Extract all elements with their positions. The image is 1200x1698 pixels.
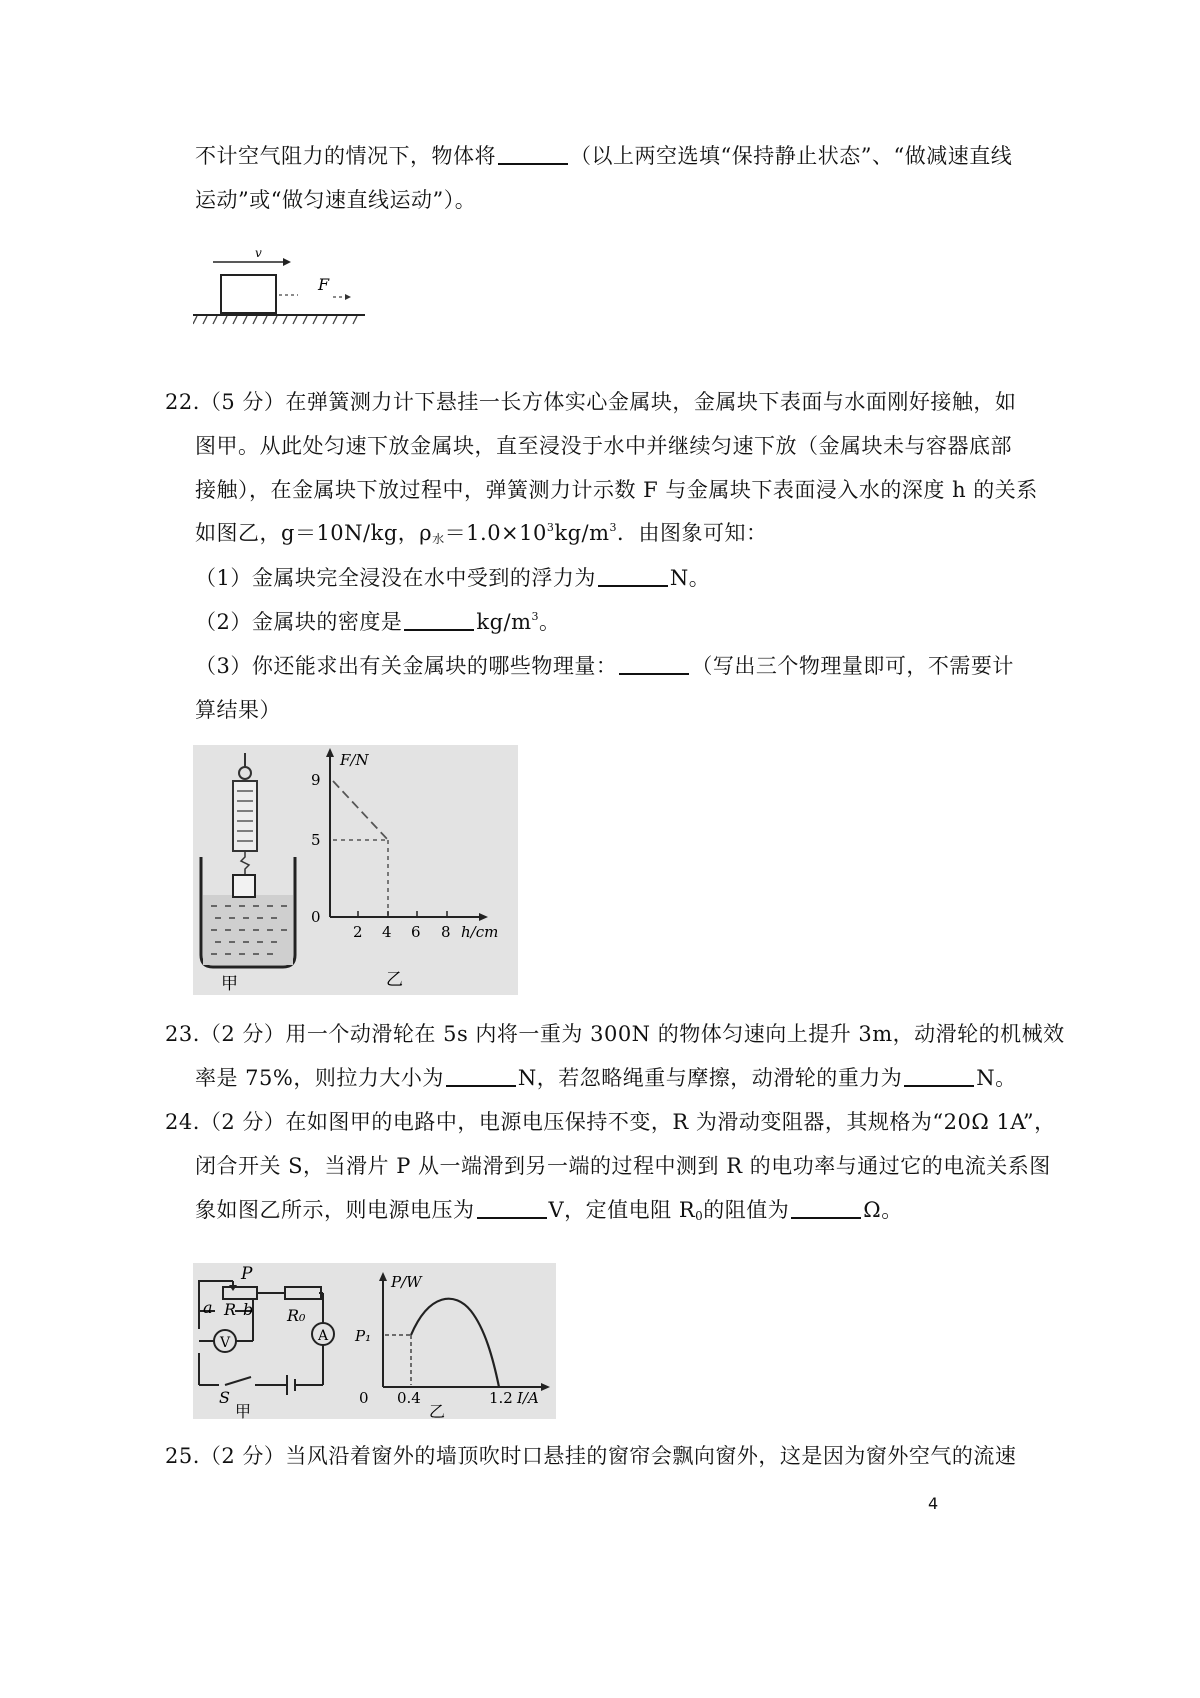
q23-line2: 率是 75%，则拉力大小为 N，若忽略绳重与摩擦，动滑轮的重力为 N。 xyxy=(195,1066,1017,1090)
x-axis-label: h/cm xyxy=(461,923,499,941)
label-yi: 乙 xyxy=(429,1402,446,1419)
velocity-label: v xyxy=(255,246,262,260)
label-a-meter: A xyxy=(318,1328,329,1344)
y-tick-0: 0 xyxy=(311,908,321,926)
answer-blank[interactable] xyxy=(904,1065,974,1087)
q22-part3: （3）你还能求出有关金属块的哪些物理量： （写出三个物理量即可，不需要计 xyxy=(195,654,1014,678)
q23-line1: 23.（2 分）用一个动滑轮在 5s 内将一重为 300N 的物体匀速向上提升 3m，动滑轮的机械效 xyxy=(165,1022,1065,1046)
q24-figure xyxy=(193,1263,556,1419)
q22-line3: 接触），在金属块下放过程中，弹簧测力计示数 F 与金属块下表面浸入水的深度 h 的关系 xyxy=(195,478,1038,502)
origin-label: 0 xyxy=(359,1389,369,1407)
q24-line1: 24.（2 分）在如图甲的电路中，电源电压保持不变，R 为滑动变阻器，其规格为“20Ω 1A”， xyxy=(165,1110,1056,1134)
q22-figure xyxy=(193,745,518,995)
q22-line1: 22.（5 分）在弹簧测力计下悬挂一长方体实心金属块，金属块下表面与水面刚好接触，如 xyxy=(165,390,1017,414)
answer-blank[interactable] xyxy=(477,1197,547,1219)
label-slider-p: P xyxy=(241,1264,253,1284)
label-yi: 乙 xyxy=(386,970,403,990)
force-label: F xyxy=(318,275,330,294)
label-r0: R₀ xyxy=(287,1306,306,1325)
label-b: b xyxy=(243,1300,254,1319)
x-tick-6: 6 xyxy=(411,923,421,941)
x-tick-8: 8 xyxy=(441,923,451,941)
answer-blank[interactable] xyxy=(598,565,668,587)
label-a: a xyxy=(203,1298,213,1317)
x-tick-4: 4 xyxy=(382,923,392,941)
q22-part3-line2: 算结果） xyxy=(195,698,281,722)
y-tick-5: 5 xyxy=(311,831,321,849)
q21-line2: 运动”或“做匀速直线运动”）。 xyxy=(195,188,477,212)
label-jia: 甲 xyxy=(221,974,238,994)
page-number: 4 xyxy=(928,1494,939,1513)
y-axis-label: P/W xyxy=(391,1273,422,1291)
q24-line2: 闭合开关 S，当滑片 P 从一端滑到另一端的过程中测到 R 的电功率与通过它的电流关系图 xyxy=(195,1154,1051,1178)
label-p1: P₁ xyxy=(355,1327,372,1345)
block xyxy=(221,275,276,313)
q22-line2: 图甲。从此处匀速下放金属块，直至浸没于水中并继续匀速下放（金属块未与容器底部 xyxy=(195,434,1012,458)
answer-blank[interactable] xyxy=(619,653,689,675)
label-v: V xyxy=(220,1335,231,1351)
x-tick-2: 2 xyxy=(353,923,363,941)
data-line-descending xyxy=(333,781,388,840)
y-axis-label: F/N xyxy=(340,751,369,769)
q21-line1: 不计空气阻力的情况下，物体将 （以上两空选填“保持静止状态”、“做减速直线 xyxy=(195,144,1013,168)
label-switch-s: S xyxy=(219,1388,230,1407)
power-curve xyxy=(411,1299,499,1387)
x-tick-0-4: 0.4 xyxy=(397,1389,421,1407)
q24-line3: 象如图乙所示，则电源电压为 V，定值电阻 $R_0$的阻值为 Ω。 xyxy=(195,1198,903,1223)
x-axis-label: I/A xyxy=(517,1389,539,1407)
label-r: R xyxy=(224,1300,237,1319)
q22-part2: （2）金属块的密度是 $kg/m^3$。 xyxy=(195,610,561,634)
y-tick-9: 9 xyxy=(311,771,321,789)
metal-block xyxy=(233,875,255,897)
answer-blank[interactable] xyxy=(404,609,474,631)
x-tick-1-2: 1.2 xyxy=(489,1389,513,1407)
answer-blank[interactable] xyxy=(791,1197,861,1219)
q25-line1: 25.（2 分）当风沿着窗外的墙顶吹时口悬挂的窗帘会飘向窗外，这是因为窗外空气的流速 xyxy=(165,1444,1017,1468)
answer-blank[interactable] xyxy=(446,1065,516,1087)
answer-blank[interactable] xyxy=(498,143,568,165)
q21-figure xyxy=(193,245,368,330)
label-jia: 甲 xyxy=(235,1402,252,1419)
q22-part1: （1）金属块完全浸没在水中受到的浮力为 N。 xyxy=(195,566,711,590)
q22-line4: 如图乙，g＝10N/kg，$\rho_水=1.0\times 10^3kg/m^3$．由图象可知： xyxy=(195,521,768,546)
